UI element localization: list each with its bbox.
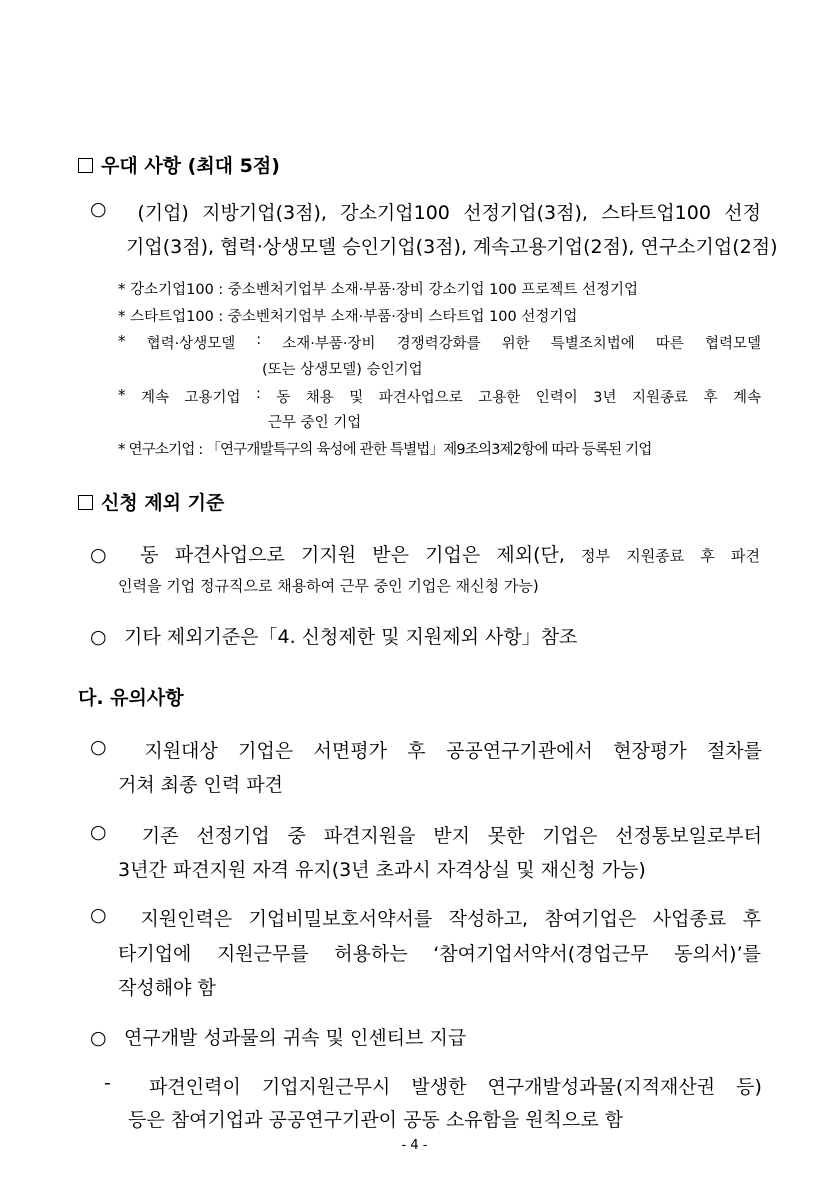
paragraph-note-4: ○ 연구개발 성과물의 귀속 및 인센티브 지급	[90, 1027, 467, 1049]
paragraph-note-1-cont: 거쳐 최종 인력 파견	[118, 774, 283, 796]
paragraph-exclusion-1: ○ 동 파견사업으로 기지원 받은 기업은 제외(단, 정부 지원종료 후 파견	[90, 544, 760, 566]
section-heading-preferences: 우대 사항 (최대 5점)	[78, 151, 280, 178]
circle-bullet-icon: ○	[90, 1027, 107, 1049]
asterisk-icon: *	[118, 280, 126, 298]
checkbox-square-icon	[78, 158, 93, 173]
paragraph-note-2: ○ 기존 선정기업 중 파견지원을 받지 못한 기업은 선정통보일로부터	[90, 821, 762, 847]
note-research-company: * 연구소기업 : 「연구개발특구의 육성에 관한 특별법」제9조의3제2항에 따라 등록된 기업	[118, 440, 652, 458]
asterisk-icon: *	[118, 440, 125, 458]
paragraph-note-2-cont: 3년간 파견지원 자격 유지(3년 초과시 자격상실 및 재신청 가능)	[118, 859, 646, 881]
dash-bullet-icon: -	[104, 1072, 111, 1094]
asterisk-icon: *	[118, 307, 126, 325]
note-continued-employment-cont: 근무 중인 기업	[268, 415, 362, 431]
note-startup: * 스타트업100 : 중소벤처기업부 소재·부품·장비 스타트업 100 선정기업	[118, 307, 578, 325]
circle-bullet-icon: ○	[90, 821, 107, 843]
note-continued-employment: * 계속 고용기업 : 동 채용 및 파견사업으로 고용한 인력이 3년 지원종료 후 계속	[118, 386, 761, 406]
paragraph-note-3-cont: 타기업에 지원근무를 허용하는 ‘참여기업서약서(경업근무 동의서)’를	[118, 943, 761, 965]
paragraph-note-3: ○ 지원인력은 기업비밀보호서약서를 작성하고, 참여기업은 사업종료 후	[90, 904, 761, 930]
circle-bullet-icon: ○	[90, 904, 107, 926]
circle-bullet-icon: ○	[90, 626, 107, 648]
note-cooperation-cont: (또는 상생모델) 승인기업	[262, 362, 423, 378]
paragraph-exclusion-2: ○ 기타 제외기준은「4. 신청제한 및 지원제외 사항」참조	[90, 626, 578, 648]
paragraph-note-5: - 파견인력이 기업지원근무시 발생한 연구개발성과물(지적재산권 등)	[104, 1072, 762, 1098]
paragraph-note-5-cont: 등은 참여기업과 공공연구기관이 공동 소유함을 원칙으로 함	[128, 1109, 624, 1131]
section-heading-notes: 다. 유의사항	[78, 687, 184, 709]
paragraph-preference-list-cont: 기업(3점), 협력·상생모델 승인기업(3점), 계속고용기업(2점), 연구소기업(2점)	[126, 236, 778, 258]
asterisk-icon: *	[118, 386, 126, 404]
paragraph-exclusion-1-cont: 인력을 기업 정규직으로 채용하여 근무 중인 기업은 재신청 가능)	[118, 577, 539, 595]
asterisk-icon: *	[118, 332, 126, 350]
paragraph-note-1: ○ 지원대상 기업은 서면평가 후 공공연구기관에서 현장평가 절차를	[90, 736, 762, 762]
circle-bullet-icon: ○	[90, 544, 107, 566]
note-cooperation: * 협력·상생모델 : 소재·부품·장비 경쟁력강화를 위한 특별조치법에 따른 협력모델	[118, 332, 761, 352]
paragraph-preference-list: ○ (기업) 지방기업(3점), 강소기업100 선정기업(3점), 스타트업100 선정	[90, 198, 761, 224]
page-number: - 4 -	[401, 1138, 428, 1153]
section-heading-exclusion: 신청 제외 기준	[78, 488, 224, 515]
paragraph-note-3-cont2: 작성해야 함	[118, 977, 216, 999]
circle-bullet-icon: ○	[90, 198, 107, 220]
note-gangso: * 강소기업100 : 중소벤처기업부 소재·부품·장비 강소기업 100 프로젝트 선정기업	[118, 280, 639, 298]
circle-bullet-icon: ○	[90, 736, 107, 758]
checkbox-square-icon	[78, 495, 93, 510]
